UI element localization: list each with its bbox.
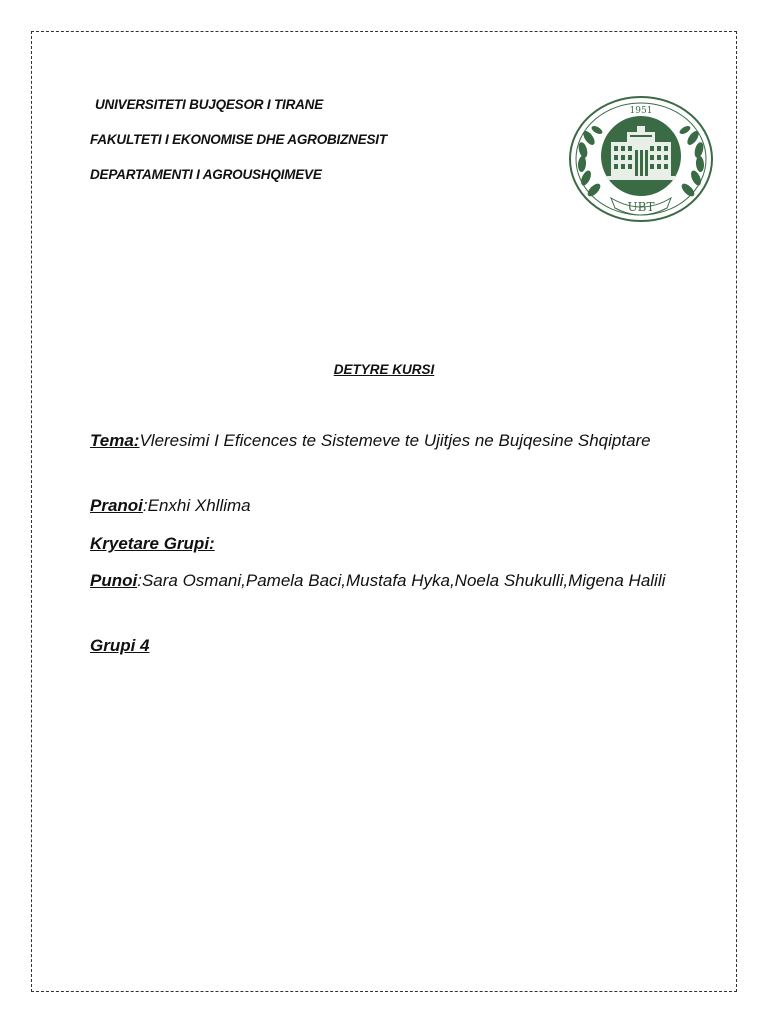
tema-label: Tema: xyxy=(90,431,140,450)
kryetare-label: Kryetare Grupi: xyxy=(90,534,215,553)
logo-abbrev-text: UBT xyxy=(627,200,655,214)
punoi-value: :Sara Osmani,Pamela Baci,Mustafa Hyka,Noela Shukulli,Migena Halili xyxy=(137,571,666,590)
field-punoi xyxy=(90,567,680,594)
field-tema xyxy=(90,427,680,454)
document-title xyxy=(0,362,768,377)
tema-value: Vleresimi I Eficences te Sistemeve te Ujitjes ne Bujqesine Shqiptare xyxy=(139,431,651,450)
faculty-name: FAKULTETI I EKONOMISE DHE AGROBIZNESIT xyxy=(90,132,387,147)
grupi-label: Grupi 4 xyxy=(90,636,150,655)
punoi-label: Punoi xyxy=(90,571,138,590)
department-name: DEPARTAMENTI I AGROUSHQIMEVE xyxy=(90,167,322,182)
pranoi-label: Pranoi xyxy=(90,496,143,515)
logo-year-text: 1951 xyxy=(629,106,653,116)
document-title-text: DETYRE KURSI xyxy=(333,362,435,377)
pranoi-value: :Enxhi Xhllima xyxy=(142,496,251,515)
university-name: UNIVERSITETI BUJQESOR I TIRANE xyxy=(95,97,324,112)
field-grupi xyxy=(90,632,680,659)
field-kryetare xyxy=(90,530,680,557)
university-logo-seal xyxy=(567,94,715,224)
field-pranoi xyxy=(90,492,680,519)
